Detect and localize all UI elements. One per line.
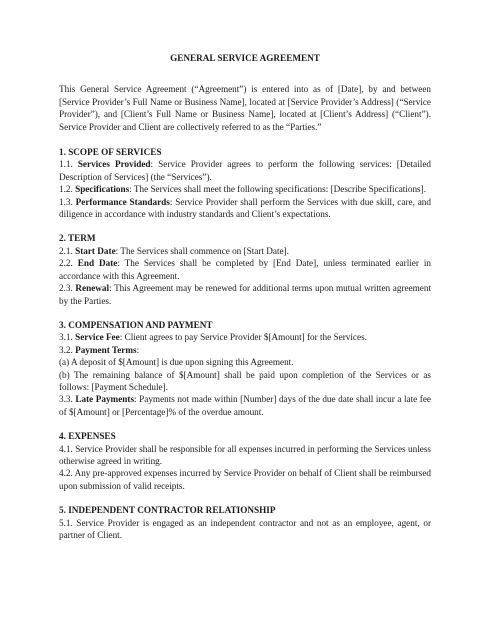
clause-3-1: 3.1. Service Fee: Client agrees to pay Service Provider $[Amount] for the Services. (59, 332, 367, 343)
clause-4-1: 4.1. Service Provider shall be responsible for all expenses incurred in performing the Services unless otherwise agreed in writing. (59, 443, 431, 466)
section-compensation (59, 319, 431, 418)
clause-2-3: 2.3. Renewal: This Agreement may be renewed for additional terms upon mutual written agreement by the Parties. (59, 283, 432, 306)
section-expenses (59, 430, 431, 492)
section-term (59, 232, 431, 306)
section-heading: 2. TERM (59, 233, 96, 244)
intro-paragraph: This General Service Agreement (“Agreement”) is entered into as of [Date], by and between [Service Provider’s Full Name or Business Name], located at [Service Provider’s Address] (“Service Provider”), and [Client’s Full Name or Business Name], located at [Client’s Address] (“Client”). Service Provider and Client are collectively referred to as the “Parties.” (59, 84, 431, 132)
clause-3-3: 3.3. Late Payments: Payments not made within [Number] days of the due date shall incur a late fee of $[Amount] or [Percentage]% of the overdue amount. (59, 394, 431, 417)
clause-3-2-a: (a) A deposit of $[Amount] is due upon signing this Agreement. (59, 357, 294, 368)
clause-2-1: 2.1. Start Date: The Services shall commence on [Start Date]. (59, 245, 289, 256)
section-heading: 1. SCOPE OF SERVICES (59, 147, 162, 158)
clause-4-2: 4.2. Any pre-approved expenses incurred by Service Provider on behalf of Client shall be reimbursed upon submission of valid receipts. (59, 468, 431, 491)
section-heading: 5. INDEPENDENT CONTRACTOR RELATIONSHIP (59, 505, 276, 516)
section-scope-of-services (59, 146, 431, 220)
document-title: GENERAL SERVICE AGREEMENT (170, 53, 320, 63)
clause-1-1: 1.1. Services Provided: Service Provider agrees to perform the following services: [Detailed Description of Services] (the “Services”). (59, 159, 431, 182)
clause-3-2: 3.2. Payment Terms: (59, 344, 140, 355)
section-heading: 3. COMPENSATION AND PAYMENT (59, 319, 213, 330)
clause-5-1: 5.1. Service Provider is engaged as an independent contractor and not as an employee, agent, or partner of Client. (59, 517, 431, 540)
clause-2-2: 2.2. End Date: The Services shall be completed by [End Date], unless terminated earlier in accordance with this Agreement. (59, 258, 432, 281)
section-heading: 4. EXPENSES (59, 431, 116, 442)
clause-3-2-b: (b) The remaining balance of $[Amount] shall be paid upon completion of the Services or as follows: [Payment Schedule]. (59, 369, 431, 392)
section-independent-contractor (59, 504, 431, 541)
clause-1-3: 1.3. Performance Standards: Service Provider shall perform the Services with due skill, care, and diligence in accordance with industry standards and Client’s expectations. (59, 196, 431, 220)
clause-1-2: 1.2. Specifications: The Services shall meet the following specifications: [Describe Specifications]. (59, 184, 426, 195)
